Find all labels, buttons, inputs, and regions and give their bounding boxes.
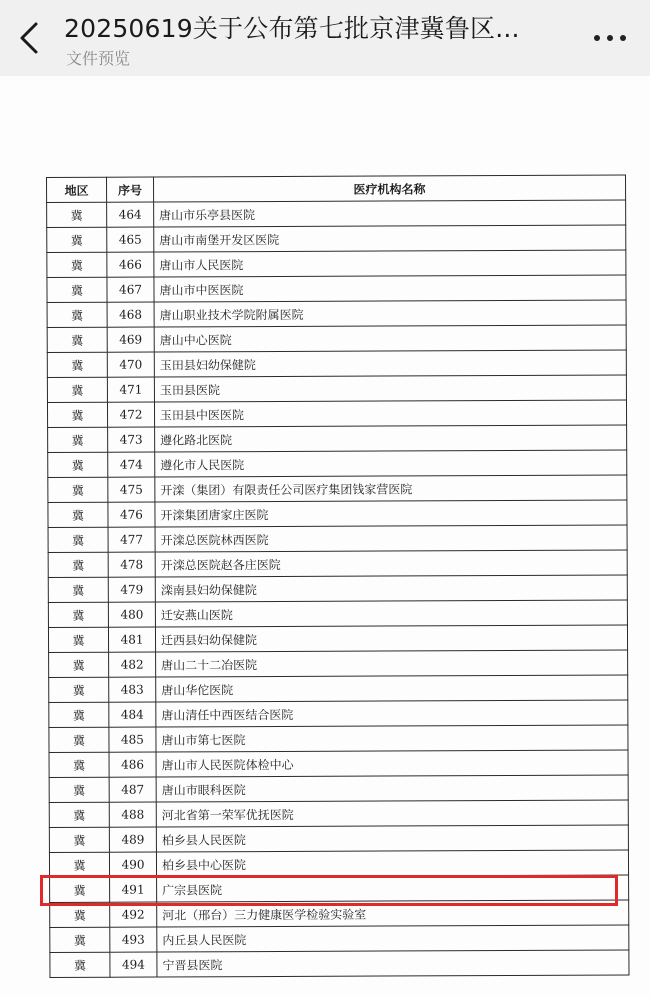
- table-body: [47, 200, 629, 978]
- region-cell: 冀: [47, 227, 107, 252]
- more-dot-icon: [620, 35, 626, 41]
- number-cell: 485: [109, 727, 156, 752]
- table-row: [48, 600, 627, 628]
- institution-name-cell: 唐山清任中西医结合医院: [156, 700, 628, 727]
- number-cell: 486: [109, 752, 156, 777]
- number-cell: 489: [109, 827, 156, 852]
- institution-name-cell: 唐山市南堡开发区医院: [154, 225, 626, 252]
- institution-name-cell: 唐山华佗医院: [156, 675, 628, 702]
- number-cell: 482: [109, 652, 156, 677]
- institution-name-cell: 内丘县人民医院: [157, 925, 629, 952]
- region-cell: 冀: [49, 802, 109, 827]
- region-cell: 冀: [48, 427, 108, 452]
- table-row: [48, 625, 627, 653]
- region-cell: 冀: [48, 552, 108, 577]
- table-row: [47, 300, 626, 328]
- table-row: [49, 850, 628, 878]
- number-cell: 478: [108, 552, 155, 577]
- number-cell: 477: [108, 527, 155, 552]
- table-row: [49, 675, 628, 703]
- region-cell: 冀: [47, 252, 107, 277]
- table-row: [48, 450, 627, 478]
- table-row: [49, 775, 628, 803]
- region-cell: 冀: [50, 927, 110, 952]
- number-cell: 468: [107, 302, 154, 327]
- number-cell: 483: [109, 677, 156, 702]
- institution-name-cell: 唐山市人民医院: [154, 250, 626, 277]
- number-cell: 479: [108, 577, 155, 602]
- header-institution-name: 医疗机构名称: [154, 175, 626, 202]
- table-row: [49, 700, 628, 728]
- region-cell: 冀: [48, 452, 108, 477]
- region-cell: 冀: [48, 527, 108, 552]
- institution-name-cell: 河北省第一荣军优抚医院: [156, 800, 628, 827]
- table-row: [49, 650, 628, 678]
- region-cell: 冀: [49, 702, 109, 727]
- institution-name-cell: 开滦集团唐家庄医院: [155, 500, 627, 527]
- region-cell: 冀: [49, 852, 109, 877]
- institution-name-cell: 滦南县妇幼保健院: [155, 575, 627, 602]
- institution-name-cell: 开滦总医院林西医院: [155, 525, 627, 552]
- region-cell: 冀: [49, 827, 109, 852]
- institution-name-cell: 玉田县妇幼保健院: [154, 350, 626, 377]
- header-number: 序号: [107, 177, 154, 202]
- number-cell: 490: [109, 852, 156, 877]
- institution-name-cell: 河北（邢台）三力健康医学检验实验室: [157, 900, 629, 927]
- number-cell: 472: [107, 402, 154, 427]
- table-row: [48, 525, 627, 553]
- number-cell: 487: [109, 777, 156, 802]
- region-cell: 冀: [47, 202, 107, 227]
- more-options-button[interactable]: [588, 24, 632, 52]
- number-cell: 484: [109, 702, 156, 727]
- institution-name-cell: 开滦总医院赵各庄医院: [155, 550, 627, 577]
- institution-name-cell: 唐山市第七医院: [156, 725, 628, 752]
- institution-name-cell: 唐山市眼科医院: [156, 775, 628, 802]
- region-cell: 冀: [49, 727, 109, 752]
- institution-name-cell: 柏乡县人民医院: [156, 825, 628, 852]
- table-row: [48, 550, 627, 578]
- region-cell: 冀: [47, 277, 107, 302]
- document-title: 20250619关于公布第七批京津冀鲁区...: [64, 14, 520, 43]
- institution-name-cell: 唐山市中医医院: [154, 275, 626, 302]
- region-cell: 冀: [47, 402, 107, 427]
- institution-name-cell: 遵化市人民医院: [155, 450, 627, 477]
- table-row: [50, 925, 629, 953]
- number-cell: 488: [109, 802, 156, 827]
- number-cell: 464: [107, 202, 154, 227]
- region-cell: 冀: [49, 777, 109, 802]
- table-row: [47, 250, 626, 278]
- table-row: [48, 475, 627, 503]
- number-cell: 470: [107, 352, 154, 377]
- number-cell: 473: [108, 427, 155, 452]
- number-cell: 475: [108, 477, 155, 502]
- number-cell: 474: [108, 452, 155, 477]
- region-cell: 冀: [47, 302, 107, 327]
- institution-name-cell: 玉田县医院: [154, 375, 626, 402]
- table-row: [47, 400, 626, 428]
- table-row: [48, 425, 627, 453]
- table-row: [48, 500, 627, 528]
- institution-name-cell: 唐山二十二冶医院: [156, 650, 628, 677]
- number-cell: 465: [107, 227, 154, 252]
- number-cell: 476: [108, 502, 155, 527]
- chevron-left-icon: [14, 18, 50, 58]
- table-row: [50, 900, 629, 928]
- table-row: [49, 750, 628, 778]
- more-dot-icon: [607, 35, 613, 41]
- region-cell: 冀: [48, 602, 108, 627]
- institution-name-cell: 遵化路北医院: [155, 425, 627, 452]
- region-cell: 冀: [48, 502, 108, 527]
- number-cell: 494: [110, 952, 157, 977]
- number-cell: 469: [107, 327, 154, 352]
- region-cell: 冀: [48, 577, 108, 602]
- table-row: [49, 725, 628, 753]
- region-cell: 冀: [47, 327, 107, 352]
- number-cell: 481: [108, 627, 155, 652]
- institution-name-cell: 唐山中心医院: [154, 325, 626, 352]
- region-cell: 冀: [50, 877, 110, 902]
- number-cell: 466: [107, 252, 154, 277]
- number-cell: 491: [110, 877, 157, 902]
- region-cell: 冀: [47, 352, 107, 377]
- table-row: [47, 350, 626, 378]
- institution-name-cell: 柏乡县中心医院: [156, 850, 628, 877]
- number-cell: 493: [110, 927, 157, 952]
- table-header-row: [47, 175, 626, 203]
- institution-name-cell: 迁西县妇幼保健院: [155, 625, 627, 652]
- institution-name-cell: 唐山市乐亭县医院: [154, 200, 626, 227]
- table-row: [50, 950, 629, 978]
- table-row: [47, 200, 626, 228]
- table-row: [48, 575, 627, 603]
- table-row: [47, 325, 626, 353]
- institution-name-cell: 唐山职业技术学院附属医院: [154, 300, 626, 327]
- number-cell: 471: [107, 377, 154, 402]
- institution-name-cell: 广宗县医院: [157, 875, 629, 902]
- top-bar: [0, 0, 650, 76]
- number-cell: 480: [108, 602, 155, 627]
- region-cell: 冀: [50, 952, 110, 977]
- region-cell: 冀: [50, 902, 110, 927]
- table-row: [47, 375, 626, 403]
- region-cell: 冀: [48, 627, 108, 652]
- table-row: [50, 875, 629, 903]
- region-cell: 冀: [49, 652, 109, 677]
- table-row: [49, 800, 628, 828]
- institution-name-cell: 开滦（集团）有限责任公司医疗集团钱家营医院: [155, 475, 627, 502]
- region-cell: 冀: [49, 677, 109, 702]
- institution-name-cell: 唐山市人民医院体检中心: [156, 750, 628, 777]
- institution-name-cell: 迁安燕山医院: [155, 600, 627, 627]
- more-dot-icon: [594, 35, 600, 41]
- institution-name-cell: 玉田县中医医院: [154, 400, 626, 427]
- table-row: [47, 225, 626, 253]
- region-cell: 冀: [48, 477, 108, 502]
- table-row: [47, 275, 626, 303]
- number-cell: 492: [110, 902, 157, 927]
- table-row: [49, 825, 628, 853]
- document-preview[interactable]: [0, 76, 650, 996]
- institution-name-cell: 宁晋县医院: [157, 950, 629, 977]
- document-subtitle: 文件预览: [66, 49, 131, 68]
- region-cell: 冀: [47, 377, 107, 402]
- back-button[interactable]: [14, 18, 50, 58]
- number-cell: 467: [107, 277, 154, 302]
- hospital-table: [46, 174, 629, 978]
- region-cell: 冀: [49, 752, 109, 777]
- header-region: 地区: [47, 177, 107, 202]
